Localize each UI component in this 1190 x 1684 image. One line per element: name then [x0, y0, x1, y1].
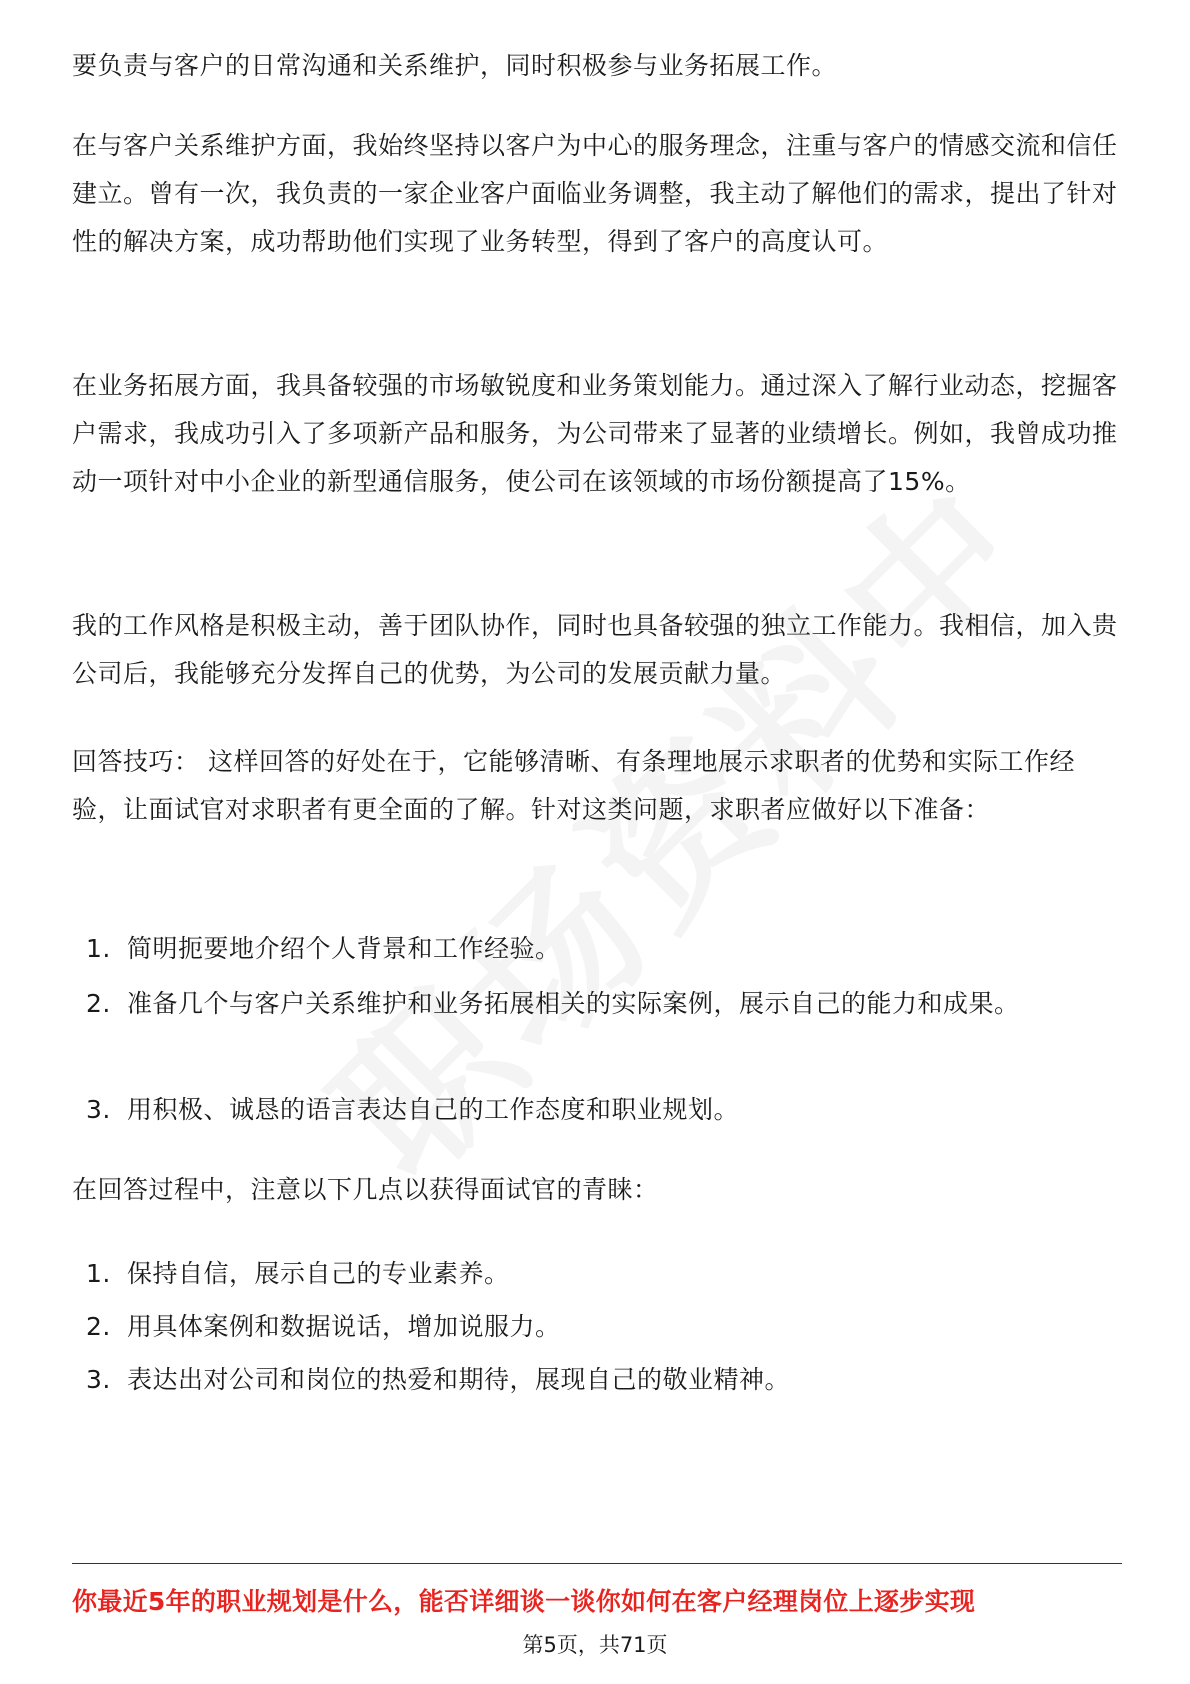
- next-question-heading: 你最近5年的职业规划是什么，能否详细谈一谈你如何在客户经理岗位上逐步实现: [72, 1587, 976, 1616]
- attention-intro: 在回答过程中，注意以下几点以获得面试官的青睐：: [72, 1175, 659, 1204]
- list-number: 3.: [86, 1365, 111, 1394]
- list-number: 1.: [86, 1259, 111, 1288]
- paragraph-1: 要负责与客户的日常沟通和关系维护，同时积极参与业务拓展工作。: [72, 51, 838, 80]
- list-text: 简明扼要地介绍个人背景和工作经验。: [127, 934, 561, 963]
- paragraph-2: 在与客户关系维护方面，我始终坚持以客户为中心的服务理念，注重与客户的情感交流和信任建立。曾有一次，我负责的一家企业客户面临业务调整，我主动了解他们的需求，提出了针对性的解决方案，成功帮助他们实现了业务转型，得到了客户的高度认可。: [72, 131, 1118, 256]
- list-text: 表达出对公司和岗位的热爱和期待，展现自己的敬业精神。: [127, 1365, 791, 1394]
- list-text: 准备几个与客户关系维护和业务拓展相关的实际案例，展示自己的能力和成果。: [127, 989, 1020, 1018]
- paragraph-4: 我的工作风格是积极主动，善于团队协作，同时也具备较强的独立工作能力。我相信，加入贵公司后，我能够充分发挥自己的优势，为公司的发展贡献力量。: [72, 611, 1118, 688]
- list-number: 2.: [86, 989, 111, 1018]
- list-number: 2.: [86, 1312, 111, 1341]
- list-text: 用积极、诚恳的语言表达自己的工作态度和职业规划。: [127, 1095, 740, 1124]
- paragraph-tips: 回答技巧： 这样回答的好处在于，它能够清晰、有条理地展示求职者的优势和实际工作经验，让面试官对求职者有更全面的了解。针对这类问题，求职者应做好以下准备：: [72, 747, 1075, 824]
- list-text: 保持自信，展示自己的专业素养。: [127, 1259, 510, 1288]
- page-number: 第5页，共71页: [522, 1633, 668, 1657]
- paragraph-3: 在业务拓展方面，我具备较强的市场敏锐度和业务策划能力。通过深入了解行业动态，挖掘客户需求，我成功引入了多项新产品和服务，为公司带来了显著的业绩增长。例如，我曾成功推动一项针对中小企业的新型通信服务，使公司在该领域的市场份额提高了15%。: [72, 371, 1118, 496]
- list-number: 1.: [86, 934, 111, 963]
- list-number: 3.: [86, 1095, 111, 1124]
- list-text: 用具体案例和数据说话，增加说服力。: [127, 1312, 561, 1341]
- section-divider: [72, 1563, 1122, 1564]
